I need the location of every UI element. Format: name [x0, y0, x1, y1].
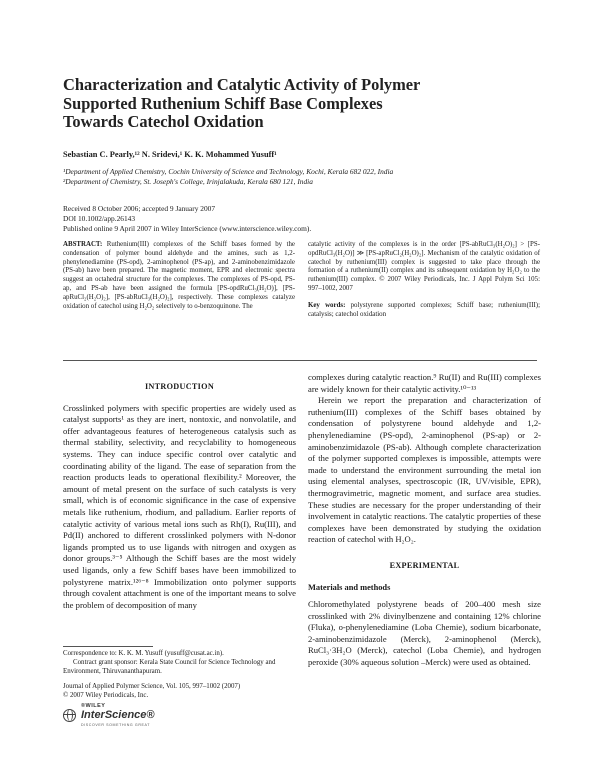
experimental-heading: EXPERIMENTAL: [389, 560, 460, 570]
received-date: Received 8 October 2006; accepted 9 January 2007: [63, 204, 216, 213]
logo-name-text: InterScience®: [81, 709, 155, 721]
affiliations: [63, 167, 543, 187]
abstract-divider: [63, 360, 537, 361]
introduction-heading: INTRODUCTION: [144, 382, 215, 391]
doi: DOI 10.1002/app.26143: [63, 213, 136, 223]
abstract-text-left: Ruthenium(III) complexes of the Schiff bases formed by the condensation of polymer bound aldehyde and the amines, such as 1,2-phenylenediamine (PS-opd), 2-aminophenol (PS-ap), and 2-aminobenzimidazole (PS-ab) have been prepared. The magnetic moment, EPR and electronic spectra suggest an octahedral structure for the complexes. The complexes of PS-opd, PS-ap, and PS-ab have been assigned the formula [PS-opdRuCl₃(H₂O)], [PS-apRuCl₂(H₂O)₂], [PS-abRuCl₃(H₂O)₂], respectively. These complexes catalyze oxidation of catechol using H₂O₂ selectively to o-benzoquinone. The: [63, 241, 295, 310]
correspondence-note: Correspondence to: K. K. M. Yusuff (yusuff@cusat.ac.in).: [63, 650, 224, 657]
affiliation-2: ²Department of Chemistry, St. Joseph's College, Irinjalakuda, Kerala 680 121, India: [63, 177, 313, 186]
logo-tagline: DISCOVER SOMETHING GREAT: [81, 723, 151, 727]
body-left-column: [63, 375, 296, 611]
title-line-3: Towards Catechol Oxidation: [63, 112, 264, 131]
journal-line-2: © 2007 Wiley Periodicals, Inc.: [63, 691, 149, 699]
abstract-label: ABSTRACT:: [63, 241, 103, 248]
materials-subheading: Materials and methods: [308, 582, 391, 592]
introduction-paragraph-2: complexes during catalytic reaction.⁹ Ru(II) and Ru(III) complexes are widely known for their catalytic activity.¹⁰⁻¹³: [308, 372, 541, 394]
footnotes: [63, 650, 296, 676]
title-line-1: Characterization and Catalytic Activity of Polymer: [63, 75, 421, 94]
grant-note: Contract grant sponsor: Kerala State Council for Science Technology and Environment, Thiruvananthapuram.: [63, 658, 276, 675]
journal-citation: [63, 683, 296, 701]
author-list: Sebastian C. Pearly,¹² N. Sridevi,¹ K. K. Mohammed Yusuff¹: [63, 150, 277, 159]
keywords: polystyrene supported complexes; Schiff base; ruthenium(III); catalysis; catechol oxidation: [308, 301, 541, 318]
article-title: [63, 76, 533, 132]
journal-line-1: Journal of Applied Polymer Science, Vol. 105, 997–1002 (2007): [63, 683, 241, 690]
published-online: Published online 9 April 2007 in Wiley InterScience (www.interscience.wiley.com).: [63, 223, 312, 233]
title-line-2: Supported Ruthenium Schiff Base Complexes: [63, 93, 383, 113]
abstract-right-column: [308, 241, 540, 319]
materials-paragraph: Chloromethylated polystyrene beads of 200–400 mesh size crosslinked with 2% divinylbenzene and containing 12% chlorine (Fluka), o-phenylenediamine (Loba Chemie), sodium bicarbonate, 2-aminobenzimidazole (Merck), 2-aminophenol (Merck), RuCl₃·3H₂O (Merck), catechol (Loba Chemie), and hydrogen peroxide (30% aqueous solution –Merck) were used as obtained.: [308, 599, 541, 668]
logo-wiley-text: ®WILEY: [81, 703, 106, 709]
introduction-paragraph-1: Crosslinked polymers with specific properties are widely used as catalyst supports¹ as they are inert, nontoxic, and nonvolatile, and offer advantageous features of heterogeneous catalysis such as thermal stability, selectivity, and recyclability to homogeneous systems. They can induce specific control over catalytic and coordinating ability of the ligand. The ease of separation from the reaction products leads to operational flexibility.² Moreover, the amount of metal present on the surface of such catalysts is very small, which is of economic significance in the case of expensive metals like ruthenium, rhodium, and palladium. Earlier reports of catalytic activity of various metal ions such as Rh(I), Ru(III), and Pd(II) anchored to different crosslinked polymers with N-donor ligands prompted us to use ligands with nitrogen and oxygen as donor groups.³⁻⁵ Although the Schiff bases are the most widely used ligands, only a few Schiff bases have been immobilized to polystyrene matrix.¹²⁶⁻⁸ Immobilization onto polymer supports through covalent attachment is one of the important means to solve the problem of decomposition of many: [63, 402, 296, 610]
affiliation-1: ¹Department of Applied Chemistry, Cochin University of Science and Technology, Kochi, Kerala 682 022, India: [63, 167, 394, 176]
abstract-left-column: [63, 241, 295, 311]
body-right-column: [308, 372, 541, 669]
publication-info: [63, 204, 543, 233]
introduction-paragraph-3: Herein we report the preparation and characterization of ruthenium(III) complexes of the Schiff bases obtained by condensation of polystyrene bound aldehyde and 1,2-phenylenediamine (PS-opd), 2-aminophenol (PS-ap) or 2-aminobenzimidazole (PS-ab). Although complete characterization of the polymer supported complexes is impossible, attempts were made to understand the environment surrounding the metal ion using elemental analyses, spectroscopic (IR, UV/visible, EPR), thermogravimetric, magnetic moment, and surface area studies. These studies are necessary for the proper understanding of their involvement in catalytic reactions. The catalytic properties of these complexes have been demonstrated by studying the oxidation reaction of catechol with H₂O₂.: [308, 395, 541, 545]
globe-icon: [63, 709, 76, 722]
footnote-divider: [63, 646, 153, 647]
wiley-interscience-logo: [63, 703, 173, 731]
keywords-label: Key words:: [308, 301, 346, 309]
abstract-text-right: catalytic activity of the complexes is in the order [PS-abRuCl₃(H₂O)₂] > [PS-opdRuCl₃(H₂O)] ≫ [PS-apRuCl₂(H₂O)₂]. Mechanism of the catalytic oxidation of catechol by ruthenium(III) complex is suggested to take place through the formation of a ruthenium(II) complex and its subsequent oxidation by H₂O₂ to the ruthenium(III) complex. © 2007 Wiley Periodicals, Inc. J Appl Polym Sci 105: 997–1002, 2007: [308, 241, 540, 292]
